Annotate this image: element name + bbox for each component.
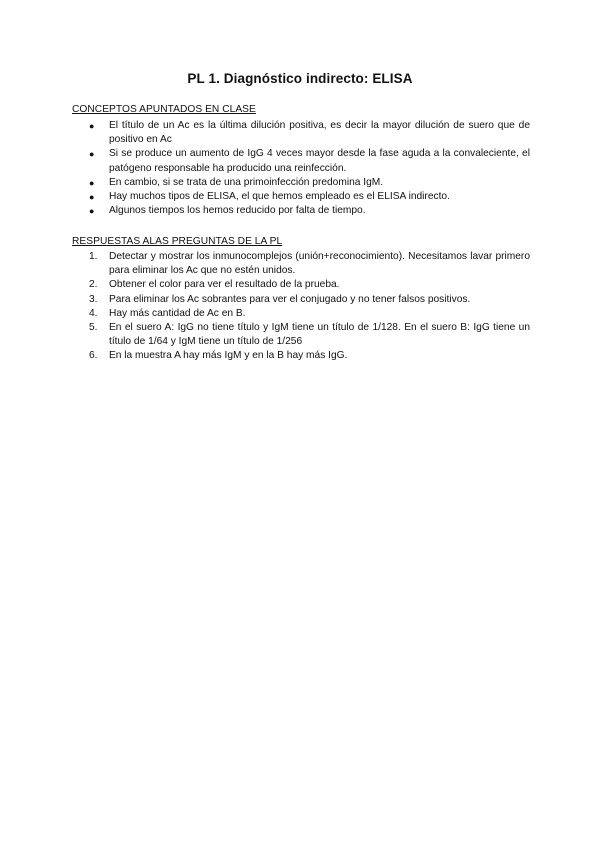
concepts-bullet-list [90, 119, 530, 218]
list-item-text: Hay más cantidad de Ac en B. [109, 307, 246, 319]
list-item [90, 349, 530, 363]
list-item-text: Detectar y mostrar los inmunocomplejos (unión+reconocimiento). Necesitamos lavar primero para eliminar los Ac que no estén unidos. [109, 251, 530, 277]
list-item [90, 278, 530, 292]
bullet-icon: ● [89, 121, 95, 131]
bullet-icon: ● [89, 192, 95, 203]
list-item-text: Para eliminar los Ac sobrantes para ver el conjugado y no tener falsos positivos. [109, 293, 471, 305]
list-item-text: Si se produce un aumento de IgG 4 veces mayor desde la fase aguda a la convaleciente, el patógeno responsable ha producido una reinfección. [109, 148, 530, 174]
document-title: PL 1. Diagnóstico indirecto: ELISA [187, 71, 413, 86]
list-item-text: Algunos tiempos los hemos reducido por falta de tiempo. [109, 205, 366, 217]
list-item [90, 321, 530, 349]
list-number: 4. [89, 307, 98, 319]
answers-numbered-list [90, 250, 530, 364]
list-number: 1. [89, 251, 98, 262]
list-item-text: Obtener el color para ver el resultado de la prueba. [109, 279, 340, 291]
list-item [90, 176, 530, 190]
list-item [90, 204, 530, 218]
list-item-text: En cambio, si se trata de una primoinfección predomina IgM. [109, 176, 384, 188]
list-item-text: Hay muchos tipos de ELISA, el que hemos empleado es el ELISA indirecto. [109, 191, 450, 203]
list-item [90, 147, 530, 175]
list-item-text: El título de un Ac es la última dilución positiva, es decir la mayor dilución de suero que de positivo en Ac [109, 120, 530, 146]
list-item [90, 293, 530, 307]
section-heading-answers: RESPUESTAS ALAS PREGUNTAS DE LA PL [72, 236, 283, 247]
list-number: 2. [89, 279, 98, 291]
list-number: 5. [89, 322, 98, 334]
bullet-icon: ● [89, 149, 95, 160]
bullet-icon: ● [89, 206, 95, 217]
list-number: 3. [89, 293, 98, 305]
list-item-text: En el suero A: IgG no tiene título y IgM tiene un título de 1/128. En el suero B: IgG tiene un título de 1/64 y IgM tiene un título de 1/256 [109, 322, 530, 348]
list-item [90, 190, 530, 204]
bullet-icon: ● [89, 177, 95, 188]
section-heading-concepts: CONCEPTOS APUNTADOS EN CLASE [72, 104, 256, 115]
list-number: 6. [89, 350, 98, 362]
list-item [90, 307, 530, 321]
list-item [90, 119, 530, 147]
list-item-text: En la muestra A hay más IgM y en la B hay más IgG. [109, 350, 348, 362]
list-item [90, 250, 530, 278]
